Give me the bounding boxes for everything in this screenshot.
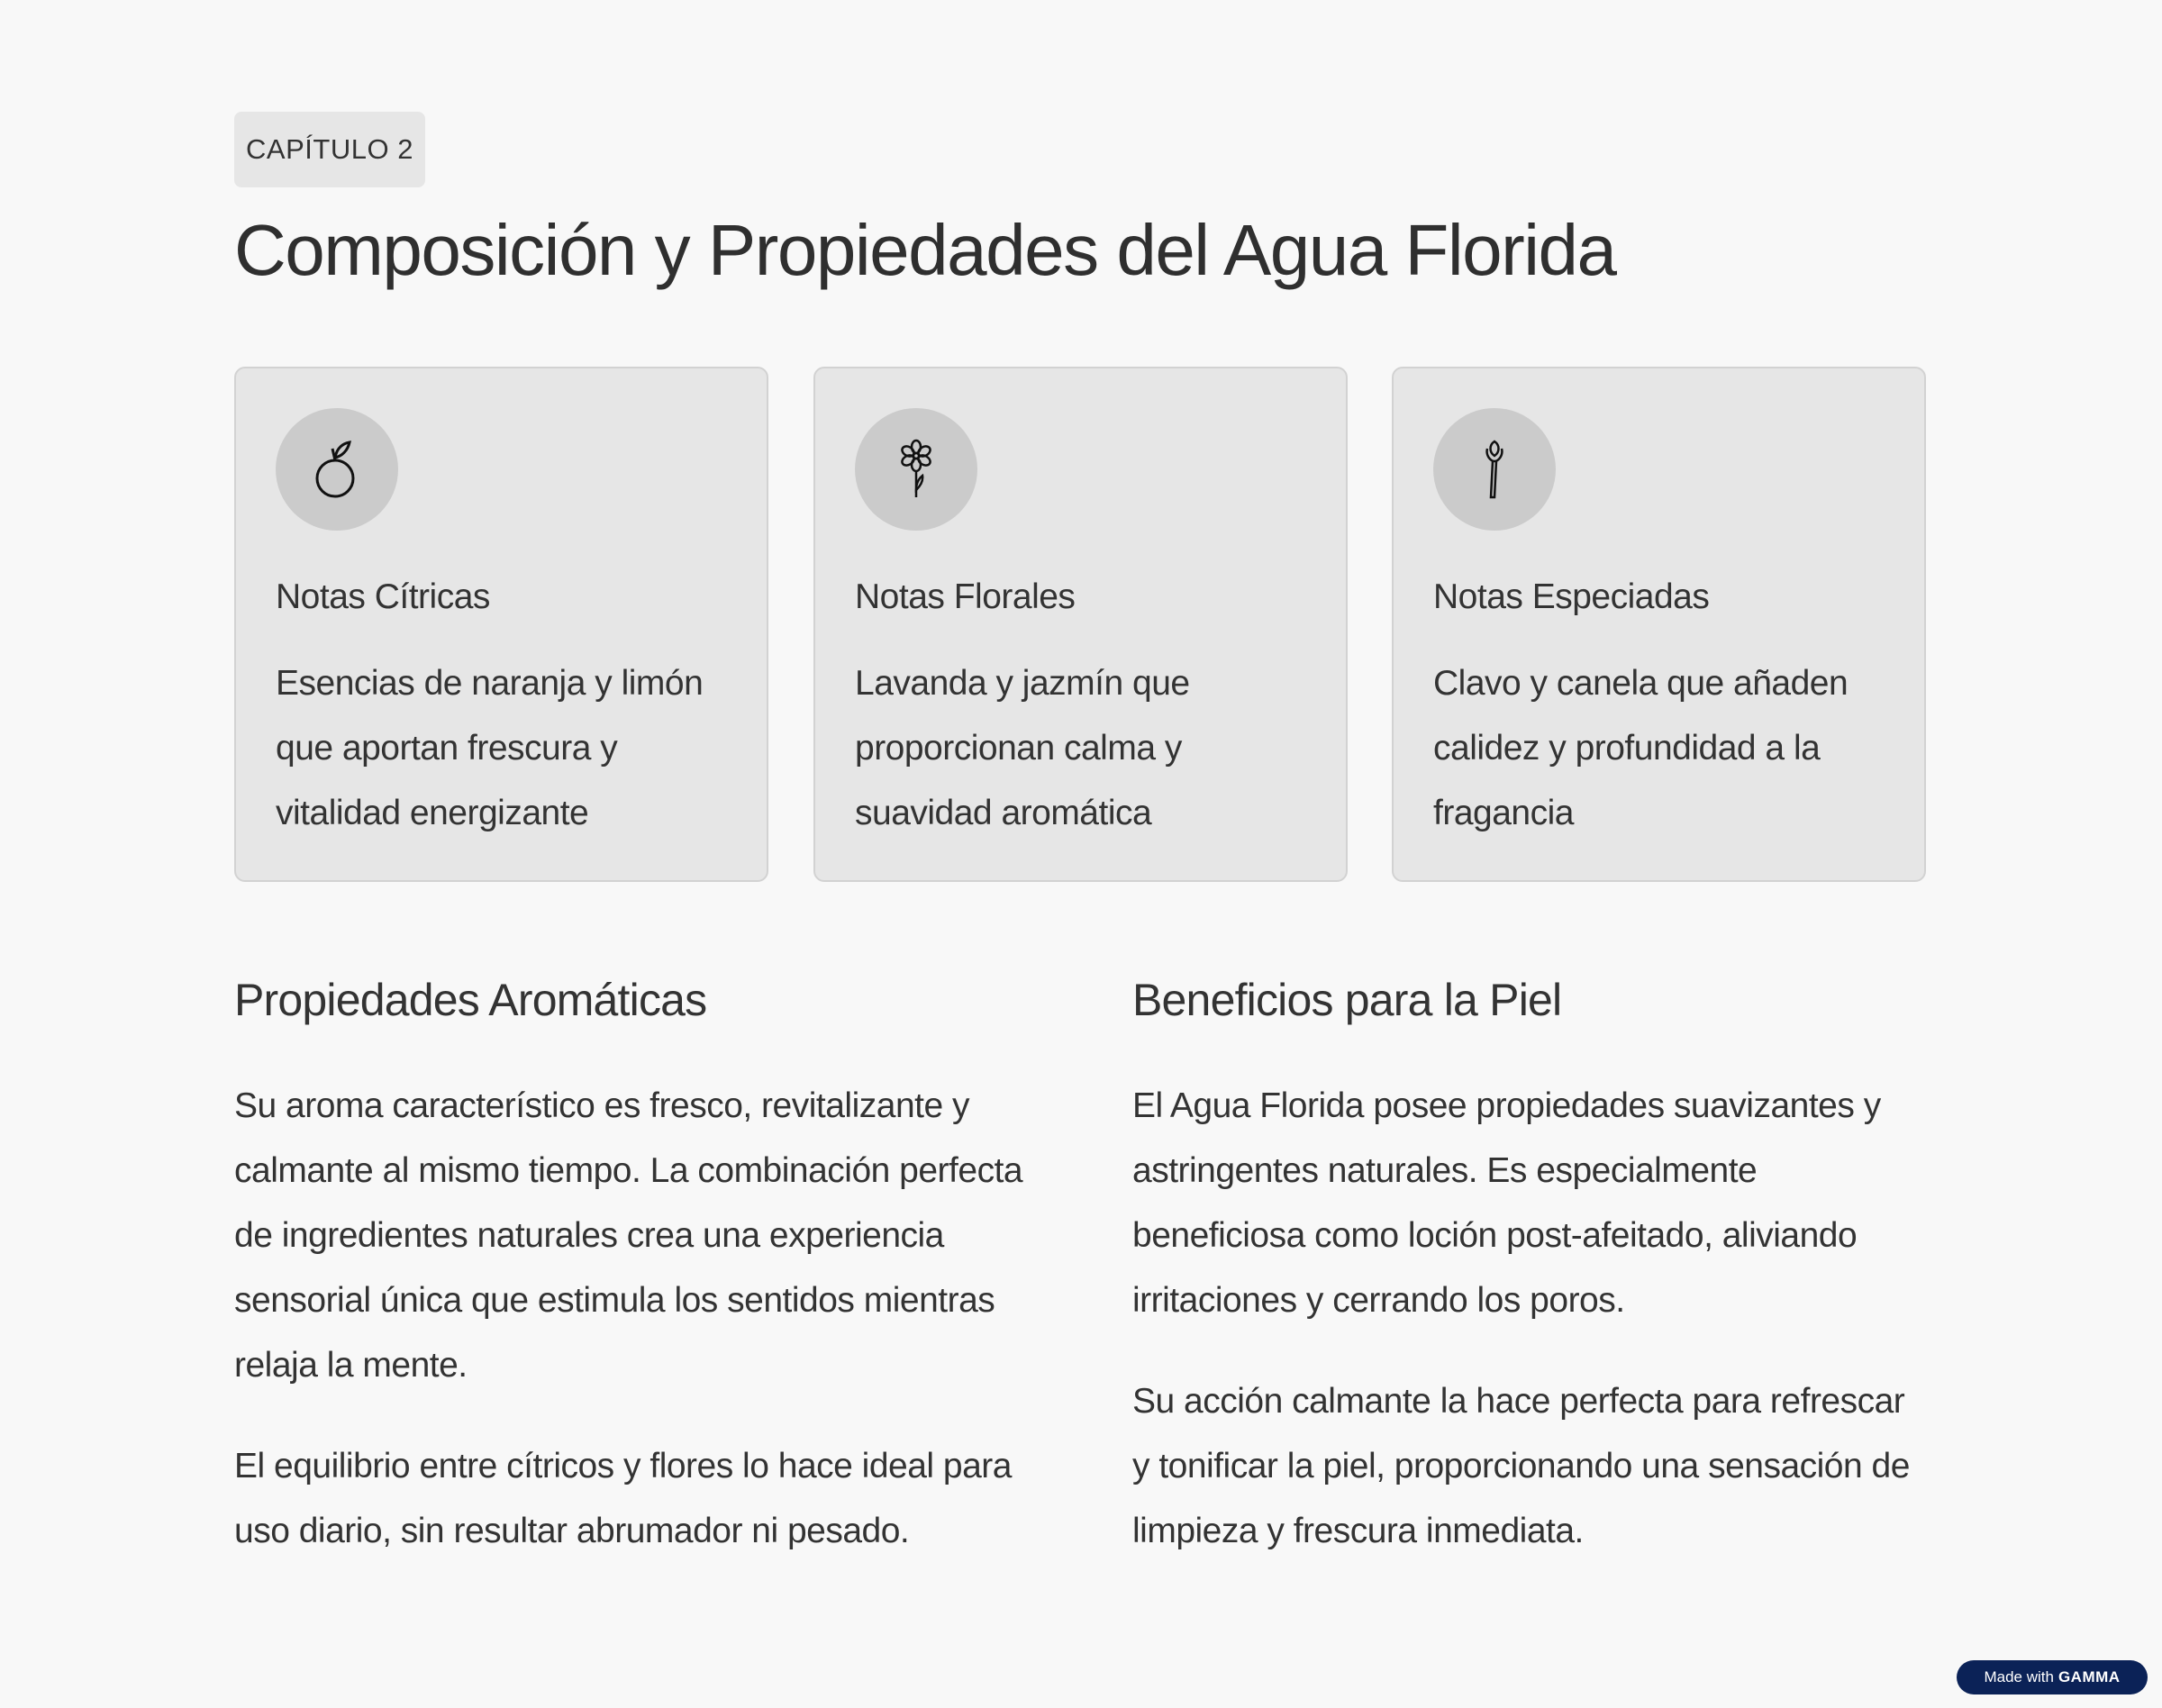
page-title: Composición y Propiedades del Agua Florida — [234, 210, 1616, 290]
card-citrus — [234, 367, 768, 882]
card-text: Esencias de naranja y limón que aportan frescura y vitalidad energizante — [276, 664, 704, 832]
chapter-label: CAPÍTULO 2 — [234, 112, 425, 187]
paragraph: El equilibrio entre cítricos y flores lo hace ideal para uso diario, sin resultar abrumador ni pesado. — [234, 1447, 1012, 1550]
gamma-logo: GAMMA — [2058, 1668, 2121, 1685]
flower-icon — [855, 408, 977, 531]
paragraph: El Agua Florida posee propiedades suavizantes y astringentes naturales. Es especialmente beneficiosa como loción post-afeitado, aliviando irritaciones y cerrando los poros. — [1132, 1086, 1881, 1320]
orange-fruit-icon — [276, 408, 398, 531]
badge-prefix: Made with — [1984, 1668, 2054, 1685]
card-title: Notas Florales — [855, 577, 1076, 616]
section-heading: Propiedades Aromáticas — [234, 975, 707, 1025]
paragraph: Su aroma característico es fresco, revitalizante y calmante al mismo tiempo. La combinación perfecta de ingredientes naturales crea una experiencia sensorial única que estimula los sentidos mientras relaja la mente. — [234, 1086, 1023, 1385]
made-with-gamma-badge[interactable] — [1957, 1660, 2148, 1694]
paragraph: Su acción calmante la hace perfecta para refrescar y tonificar la piel, proporcionando una sensación de limpieza y frescura inmediata. — [1132, 1382, 1910, 1550]
card-spiced — [1392, 367, 1926, 882]
section-skin-benefits — [1132, 964, 1925, 1600]
card-floral — [813, 367, 1348, 882]
card-title: Notas Cítricas — [276, 577, 490, 616]
card-title: Notas Especiadas — [1433, 577, 1710, 616]
section-aromatic-properties — [234, 964, 1027, 1600]
card-text: Clavo y canela que añaden calidez y profundidad a la fragancia — [1433, 664, 1849, 832]
section-heading: Beneficios para la Piel — [1132, 975, 1562, 1025]
card-text: Lavanda y jazmín que proporcionan calma y suavidad aromática — [855, 664, 1190, 832]
clove-icon — [1433, 408, 1556, 531]
